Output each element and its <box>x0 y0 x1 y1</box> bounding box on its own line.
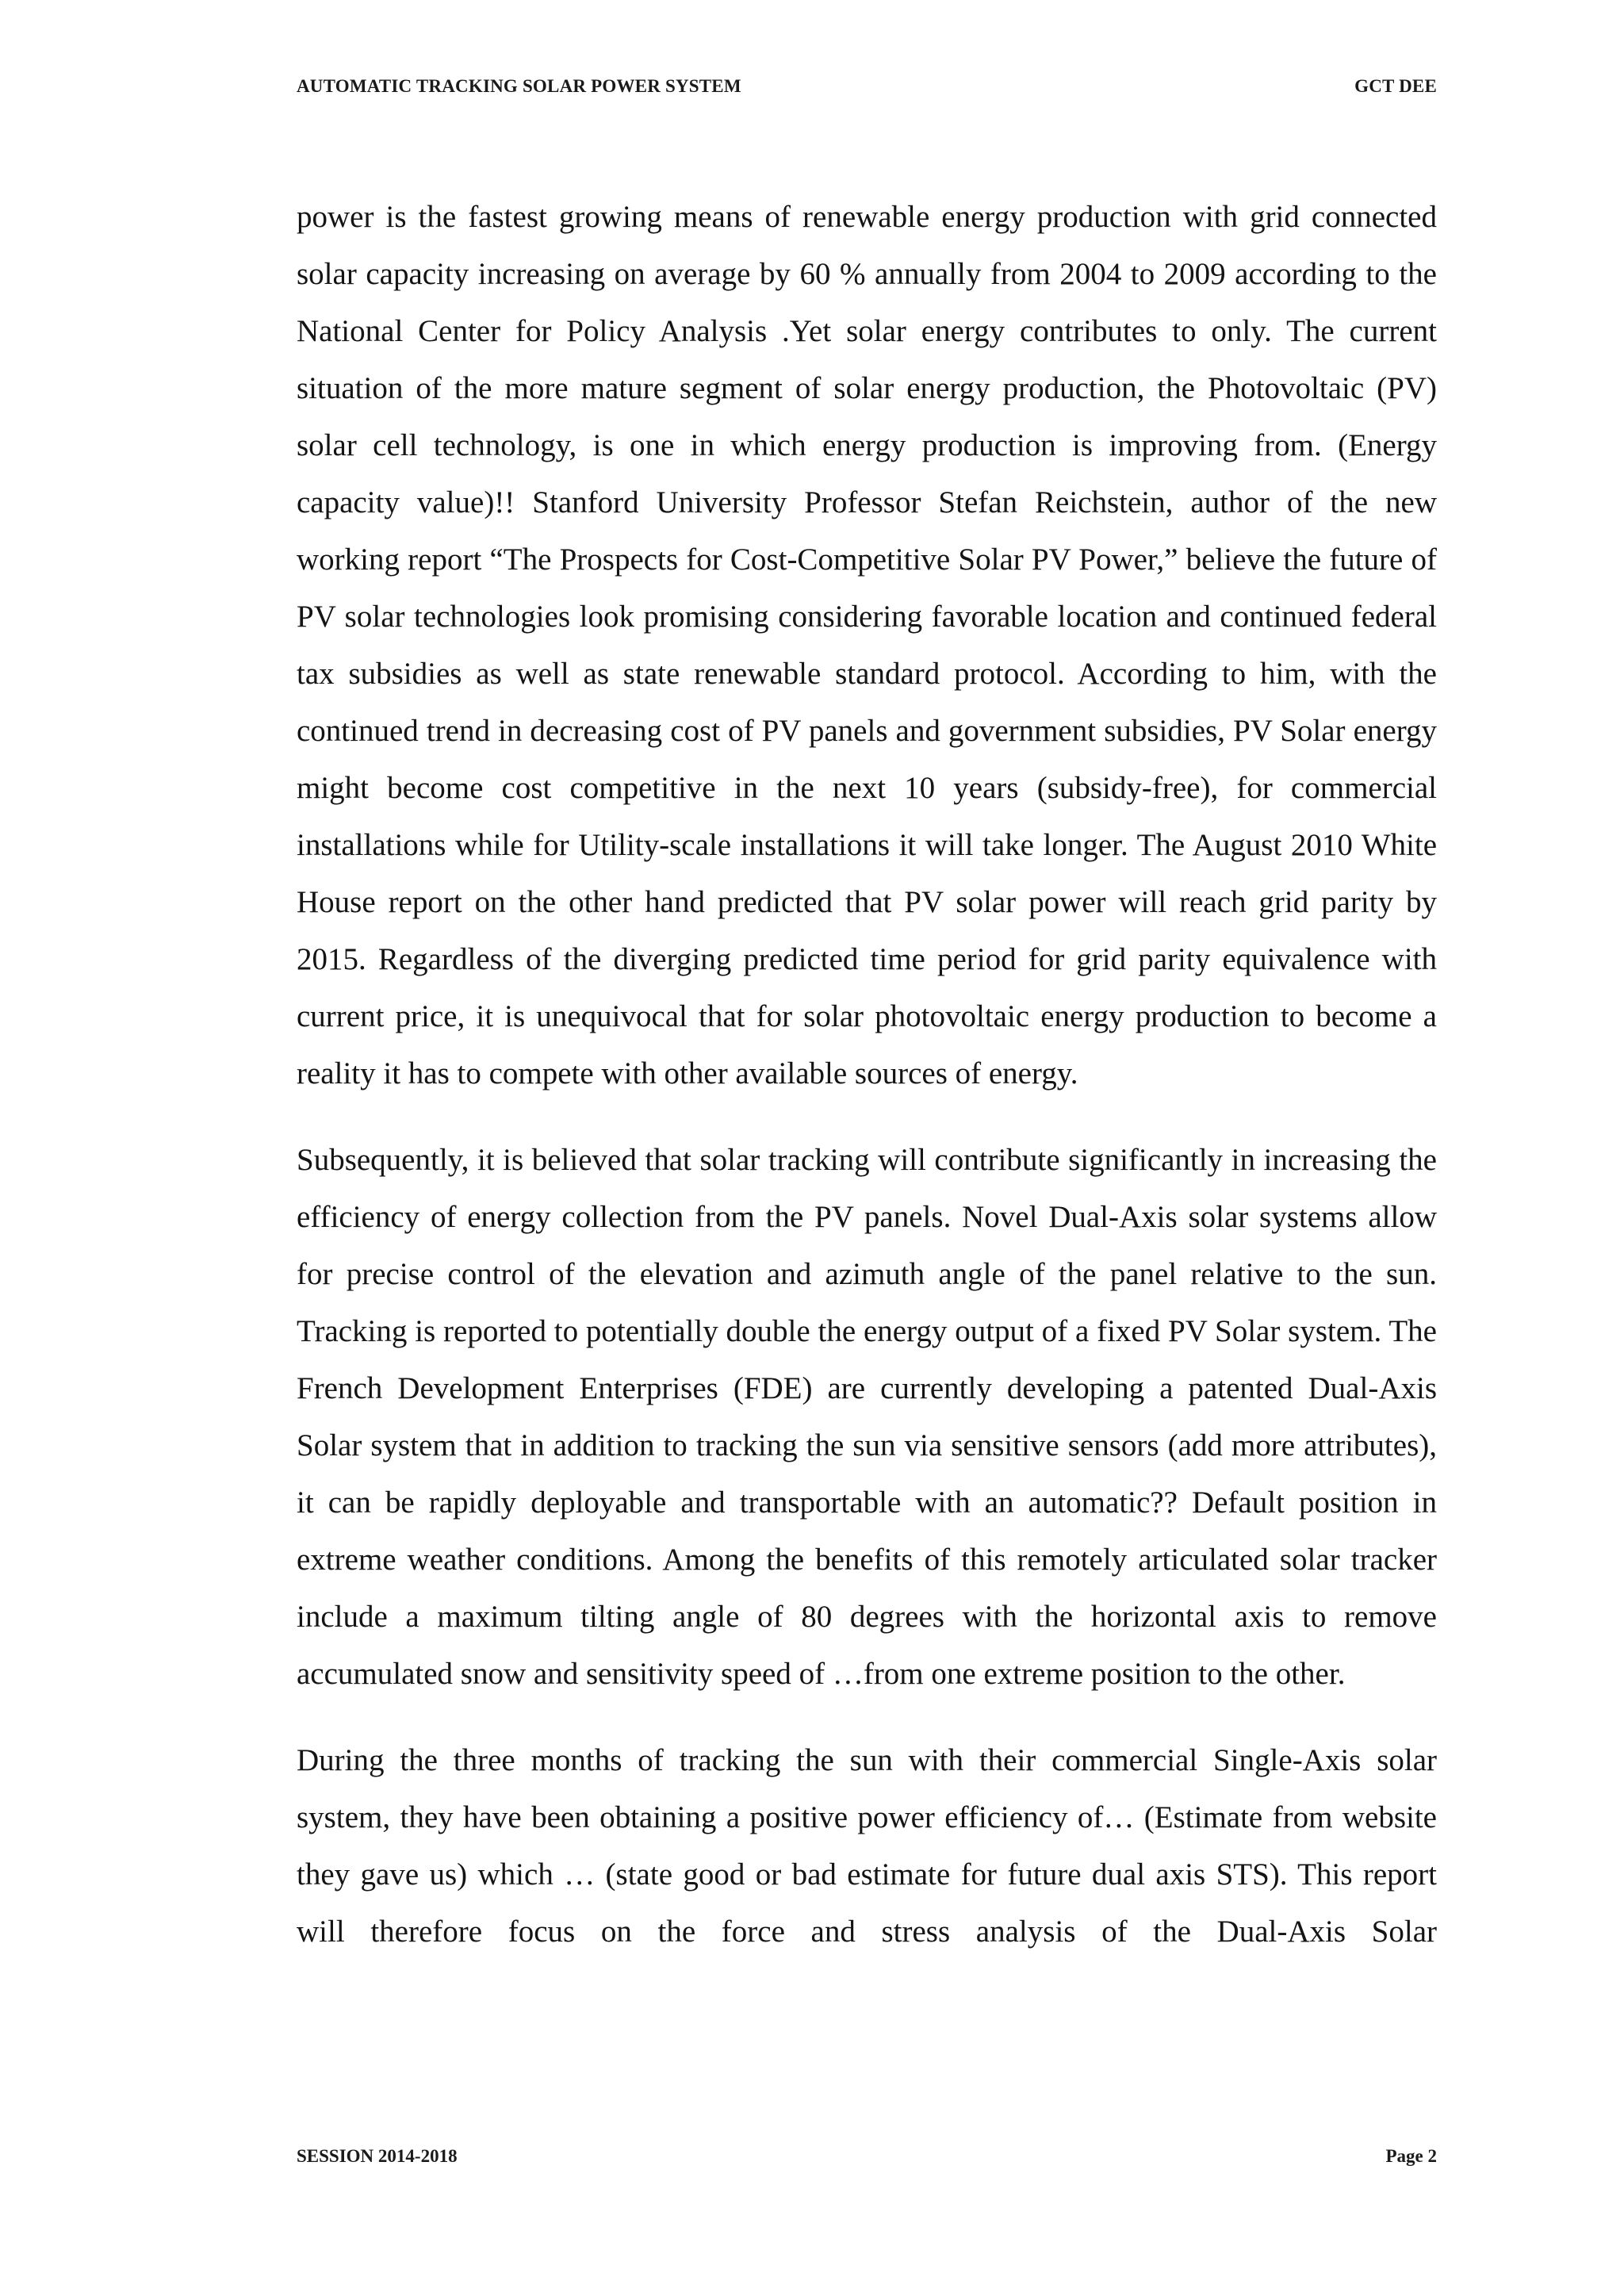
page-header <box>297 76 1437 108</box>
paragraph-1: power is the fastest growing means of renewable energy production with grid connected solar capacity increasing on average by 60 % annually from 2004 to 2009 according to the National Center for Policy Analysis .Yet solar energy contributes to only. The current situation of the more mature segment of solar energy production, the Photovoltaic (PV) solar cell technology, is one in which energy production is improving from. (Energy capacity value)!! Stanford University Professor Stefan Reichstein, author of the new working report “The Prospects for Cost-Competitive Solar PV Power,” believe the future of PV solar technologies look promising considering favorable location and continued federal tax subsidies as well as state renewable standard protocol. According to him, with the continued trend in decreasing cost of PV panels and government subsidies, PV Solar energy might become cost competitive in the next 10 years (subsidy-free), for commercial installations while for Utility-scale installations it will take longer. The August 2010 White House report on the other hand predicted that PV solar power will reach grid parity by 2015. Regardless of the diverging predicted time period for grid parity equivalence with current price, it is unequivocal that for solar photovoltaic energy production to become a reality it has to compete with other available sources of energy. <box>297 200 1437 1091</box>
header-title: AUTOMATIC TRACKING SOLAR POWER SYSTEM <box>297 76 741 96</box>
page-footer <box>297 2146 1437 2178</box>
paragraph-3: During the three months of tracking the sun with their commercial Single-Axis solar system, they have been obtaining a positive power efficiency of… (Estimate from website they gave us) which … (state good or bad estimate for future dual axis STS). This report will therefore focus on the force and stress analysis of the Dual-Axis Solar <box>297 1743 1437 1949</box>
footer-session: SESSION 2014-2018 <box>297 2146 458 2166</box>
paragraph-2: Subsequently, it is believed that solar tracking will contribute significantly in increasing the efficiency of energy collection from the PV panels. Novel Dual-Axis solar systems allow for precise control of the elevation and azimuth angle of the panel relative to the sun. Tracking is reported to potentially double the energy output of a fixed PV Solar system. The French Development Enterprises (FDE) are currently developing a patented Dual-Axis Solar system that in addition to tracking the sun via sensitive sensors (add more attributes), it can be rapidly deployable and transportable with an automatic?? Default position in extreme weather conditions. Among the benefits of this remotely articulated solar tracker include a maximum tilting angle of 80 degrees with the horizontal axis to remove accumulated snow and sensitivity speed of …from one extreme position to the other. <box>297 1143 1437 1691</box>
header-department: GCT DEE <box>1354 76 1437 96</box>
body-text <box>297 189 1437 1990</box>
footer-page-number: Page 2 <box>1385 2146 1437 2166</box>
